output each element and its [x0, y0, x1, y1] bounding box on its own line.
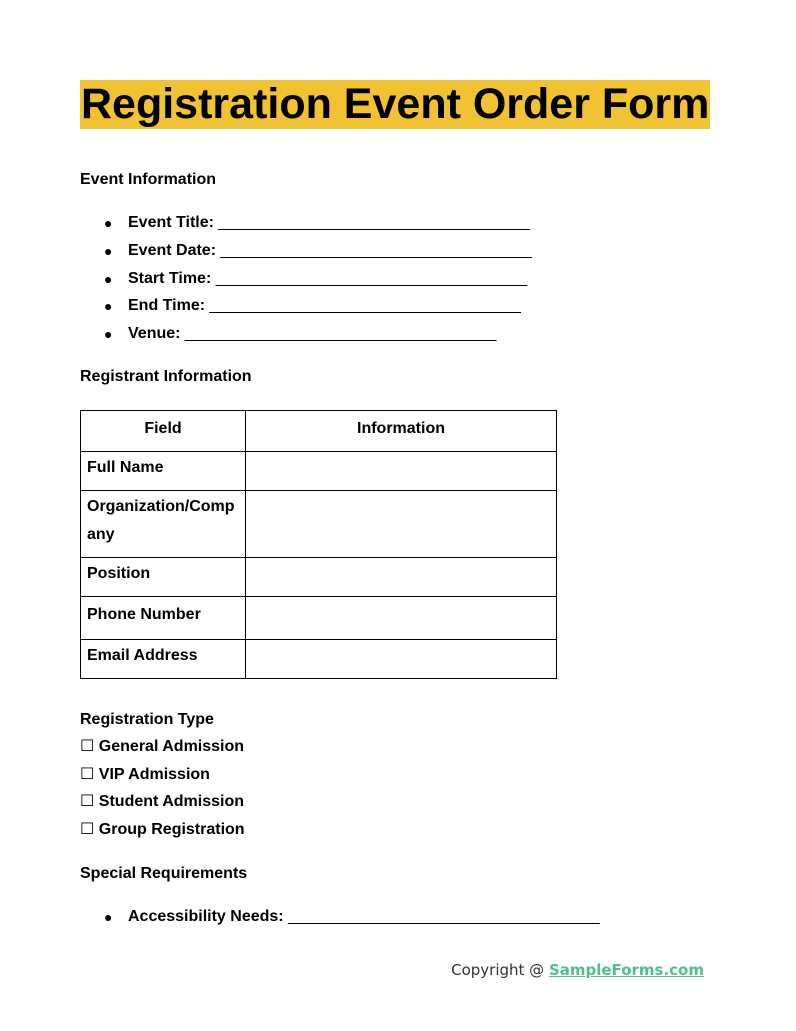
checkbox-icon[interactable]: ☐ [80, 738, 95, 755]
option-label: Group Registration [98, 820, 245, 838]
field-cell: Position [81, 558, 246, 597]
registration-type-heading: Registration Type [80, 711, 214, 728]
registration-type-options [80, 737, 245, 847]
list-item: ● Accessibility Needs: ___________________________________ [104, 908, 600, 925]
checkbox-option[interactable] [80, 820, 245, 848]
info-cell[interactable] [246, 452, 557, 491]
bullet-icon: ● [104, 326, 113, 343]
column-header: Field [81, 411, 246, 452]
list-item: ● Event Title: ___________________________________ [104, 214, 530, 231]
column-header: Information [246, 411, 557, 452]
special-requirements-heading: Special Requirements [80, 865, 248, 882]
copyright-text: Copyright @ [451, 961, 549, 979]
event-info-heading: Event Information [80, 171, 217, 188]
fill-in-blank[interactable]: ___________________________________ [218, 214, 530, 231]
registrant-table [80, 410, 557, 679]
field-cell: Phone Number [81, 597, 246, 640]
bullet-icon: ● [104, 298, 113, 315]
table-row [81, 640, 557, 679]
table-row [81, 597, 557, 640]
info-cell[interactable] [246, 597, 557, 640]
copyright-footer [451, 961, 704, 979]
fill-in-blank[interactable]: ___________________________________ [215, 269, 528, 287]
field-cell: Organization/Company [81, 491, 246, 558]
list-item: ● Event Date: ___________________________________ [104, 241, 532, 259]
info-cell[interactable] [246, 640, 557, 679]
brand-link[interactable]: SampleForms.com [548, 961, 704, 979]
checkbox-icon[interactable]: ☐ [80, 765, 95, 783]
bullet-icon: ● [104, 270, 113, 287]
field-cell: Email Address [81, 640, 246, 679]
bullet-icon: ● [104, 242, 113, 259]
checkbox-option[interactable] [80, 737, 245, 765]
info-cell[interactable] [246, 558, 557, 597]
page-title: Registration Event Order Form [81, 80, 710, 128]
registrant-info-heading: Registrant Information [80, 368, 252, 385]
fill-in-blank[interactable]: ___________________________________ [288, 908, 600, 925]
checkbox-option[interactable] [80, 792, 245, 820]
fill-in-blank[interactable]: ___________________________________ [209, 297, 521, 315]
table-row [81, 452, 557, 491]
bullet-icon: ● [104, 909, 113, 925]
option-label: General Admission [98, 738, 245, 755]
option-label: Student Admission [98, 793, 244, 810]
list-item: ● End Time: ___________________________________ [104, 297, 521, 315]
table-row [81, 558, 557, 597]
field-cell: Full Name [81, 452, 246, 491]
bullet-icon: ● [104, 215, 113, 231]
checkbox-option[interactable] [80, 765, 245, 793]
fill-in-blank[interactable]: ___________________________________ [184, 325, 497, 343]
table-row [81, 491, 557, 558]
checkbox-icon[interactable]: ☐ [80, 793, 95, 810]
list-item: ● Venue: ___________________________________ [104, 325, 497, 343]
table-header-row [81, 411, 557, 452]
special-requirements-list [80, 907, 600, 935]
list-item: ● Start Time: ___________________________________ [104, 269, 528, 287]
checkbox-icon[interactable]: ☐ [80, 820, 95, 838]
event-info-list [80, 213, 532, 352]
info-cell[interactable] [246, 491, 557, 558]
option-label: VIP Admission [98, 765, 210, 783]
fill-in-blank[interactable]: ___________________________________ [220, 241, 532, 259]
